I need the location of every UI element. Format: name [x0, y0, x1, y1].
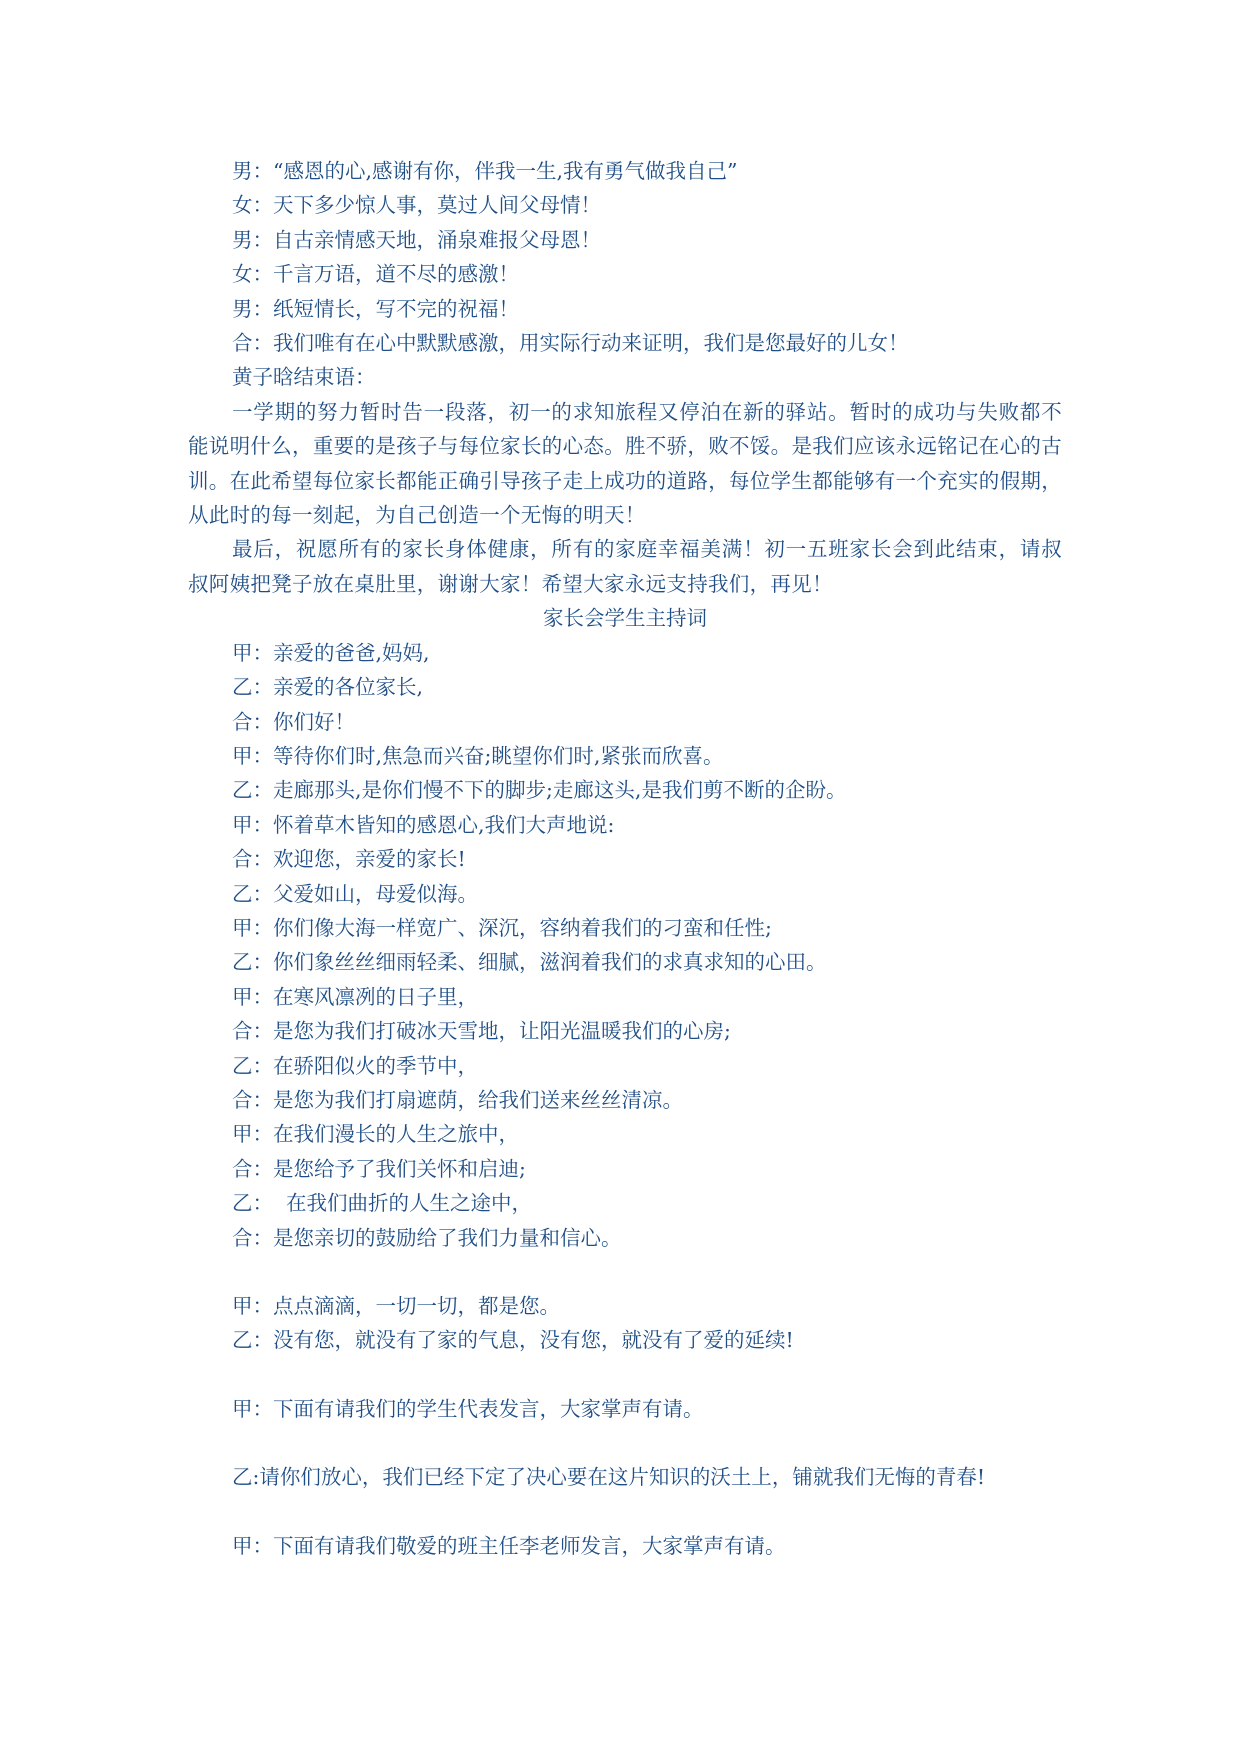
farewell-paragraph: 最后，祝愿所有的家长身体健康，所有的家庭幸福美满！初一五班家长会到此结束，请叔叔阿姨把凳子放在桌肚里，谢谢大家！希望大家永远支持我们，再见！: [188, 537, 1062, 596]
dialogue-line: 男：自古亲情感天地，涌泉难报父母恩！: [232, 227, 601, 252]
dialogue-line: 甲：亲爱的爸爸,妈妈,: [232, 640, 430, 665]
dialogue-line: 乙：走廊那头,是你们慢不下的脚步;走廊这头,是我们剪不断的企盼。: [232, 778, 847, 803]
dialogue-line: 合：欢迎您，亲爱的家长!: [232, 847, 466, 872]
dialogue-line: 甲：在我们漫长的人生之旅中，: [232, 1122, 519, 1147]
dialogue-line: 甲：等待你们时,焦急而兴奋;眺望你们时,紧张而欣喜。: [232, 743, 724, 768]
dialogue-line: 乙： 在我们曲折的人生之途中，: [232, 1191, 533, 1216]
dialogue-line: 合：是您为我们打扇遮荫，给我们送来丝丝清凉。: [232, 1087, 683, 1112]
dialogue-line: 甲：下面有请我们敬爱的班主任李老师发言，大家掌声有请。: [232, 1533, 786, 1558]
dialogue-line: 合：你们好！: [232, 709, 355, 734]
dialogue-line: 甲：你们像大海一样宽广、深沉，容纳着我们的刁蛮和任性;: [232, 915, 772, 940]
dialogue-line: 男：“感恩的心,感谢有你，伴我一生,我有勇气做我自己”: [232, 159, 738, 183]
dialogue-line: 合：是您给予了我们关怀和启迪;: [232, 1156, 526, 1181]
dialogue-line: 合：是您为我们打破冰天雪地，让阳光温暖我们的心房;: [232, 1019, 731, 1044]
dialogue-line: 甲：下面有请我们的学生代表发言，大家掌声有请。: [232, 1396, 704, 1421]
dialogue-line: 乙：你们象丝丝细雨轻柔、细腻，滋润着我们的求真求知的心田。: [232, 950, 827, 975]
dialogue-line: 合：是您亲切的鼓励给了我们力量和信心。: [232, 1225, 622, 1250]
dialogue-line: 乙：没有您，就没有了家的气息，没有您，就没有了爱的延续!: [232, 1328, 794, 1353]
dialogue-line: 甲：怀着草木皆知的感恩心,我们大声地说:: [232, 812, 615, 837]
dialogue-line: 女：千言万语，道不尽的感激！: [232, 262, 519, 287]
dialogue-line: 乙：在骄阳似火的季节中，: [232, 1053, 478, 1078]
dialogue-line: 女：天下多少惊人事，莫过人间父母情！: [232, 193, 601, 218]
dialogue-line: 乙：亲爱的各位家长,: [232, 675, 424, 700]
dialogue-line: 男：纸短情长，写不完的祝福！: [232, 296, 519, 321]
closing-remarks-heading: 黄子晗结束语：: [232, 365, 376, 390]
dialogue-line: 乙：父爱如山，母爱似海。: [232, 881, 478, 906]
dialogue-line: 甲：在寒风凛冽的日子里，: [232, 984, 478, 1009]
dialogue-line: 甲：点点滴滴，一切一切，都是您。: [232, 1294, 560, 1318]
dialogue-line: 乙:请你们放心，我们已经下定了决心要在这片知识的沃土上，铺就我们无悔的青春!: [232, 1465, 986, 1490]
section-title: 家长会学生主持词: [543, 606, 707, 631]
dialogue-line: 合：我们唯有在心中默默感激，用实际行动来证明，我们是您最好的儿女！: [232, 331, 909, 356]
document-content: [188, 154, 1062, 1563]
closing-paragraph: 一学期的努力暂时告一段落，初一的求知旅程又停泊在新的驿站。暂时的成功与失败都不能说明什么，重要的是孩子与每位家长的心态。胜不骄，败不馁。是我们应该永远铭记在心的古训。在此希望每位家长都能正确引导孩子走上成功的道路，每位学生都能够有一个充实的假期，从此时的每一刻起，为自己创造一个无悔的明天！: [188, 399, 1062, 528]
